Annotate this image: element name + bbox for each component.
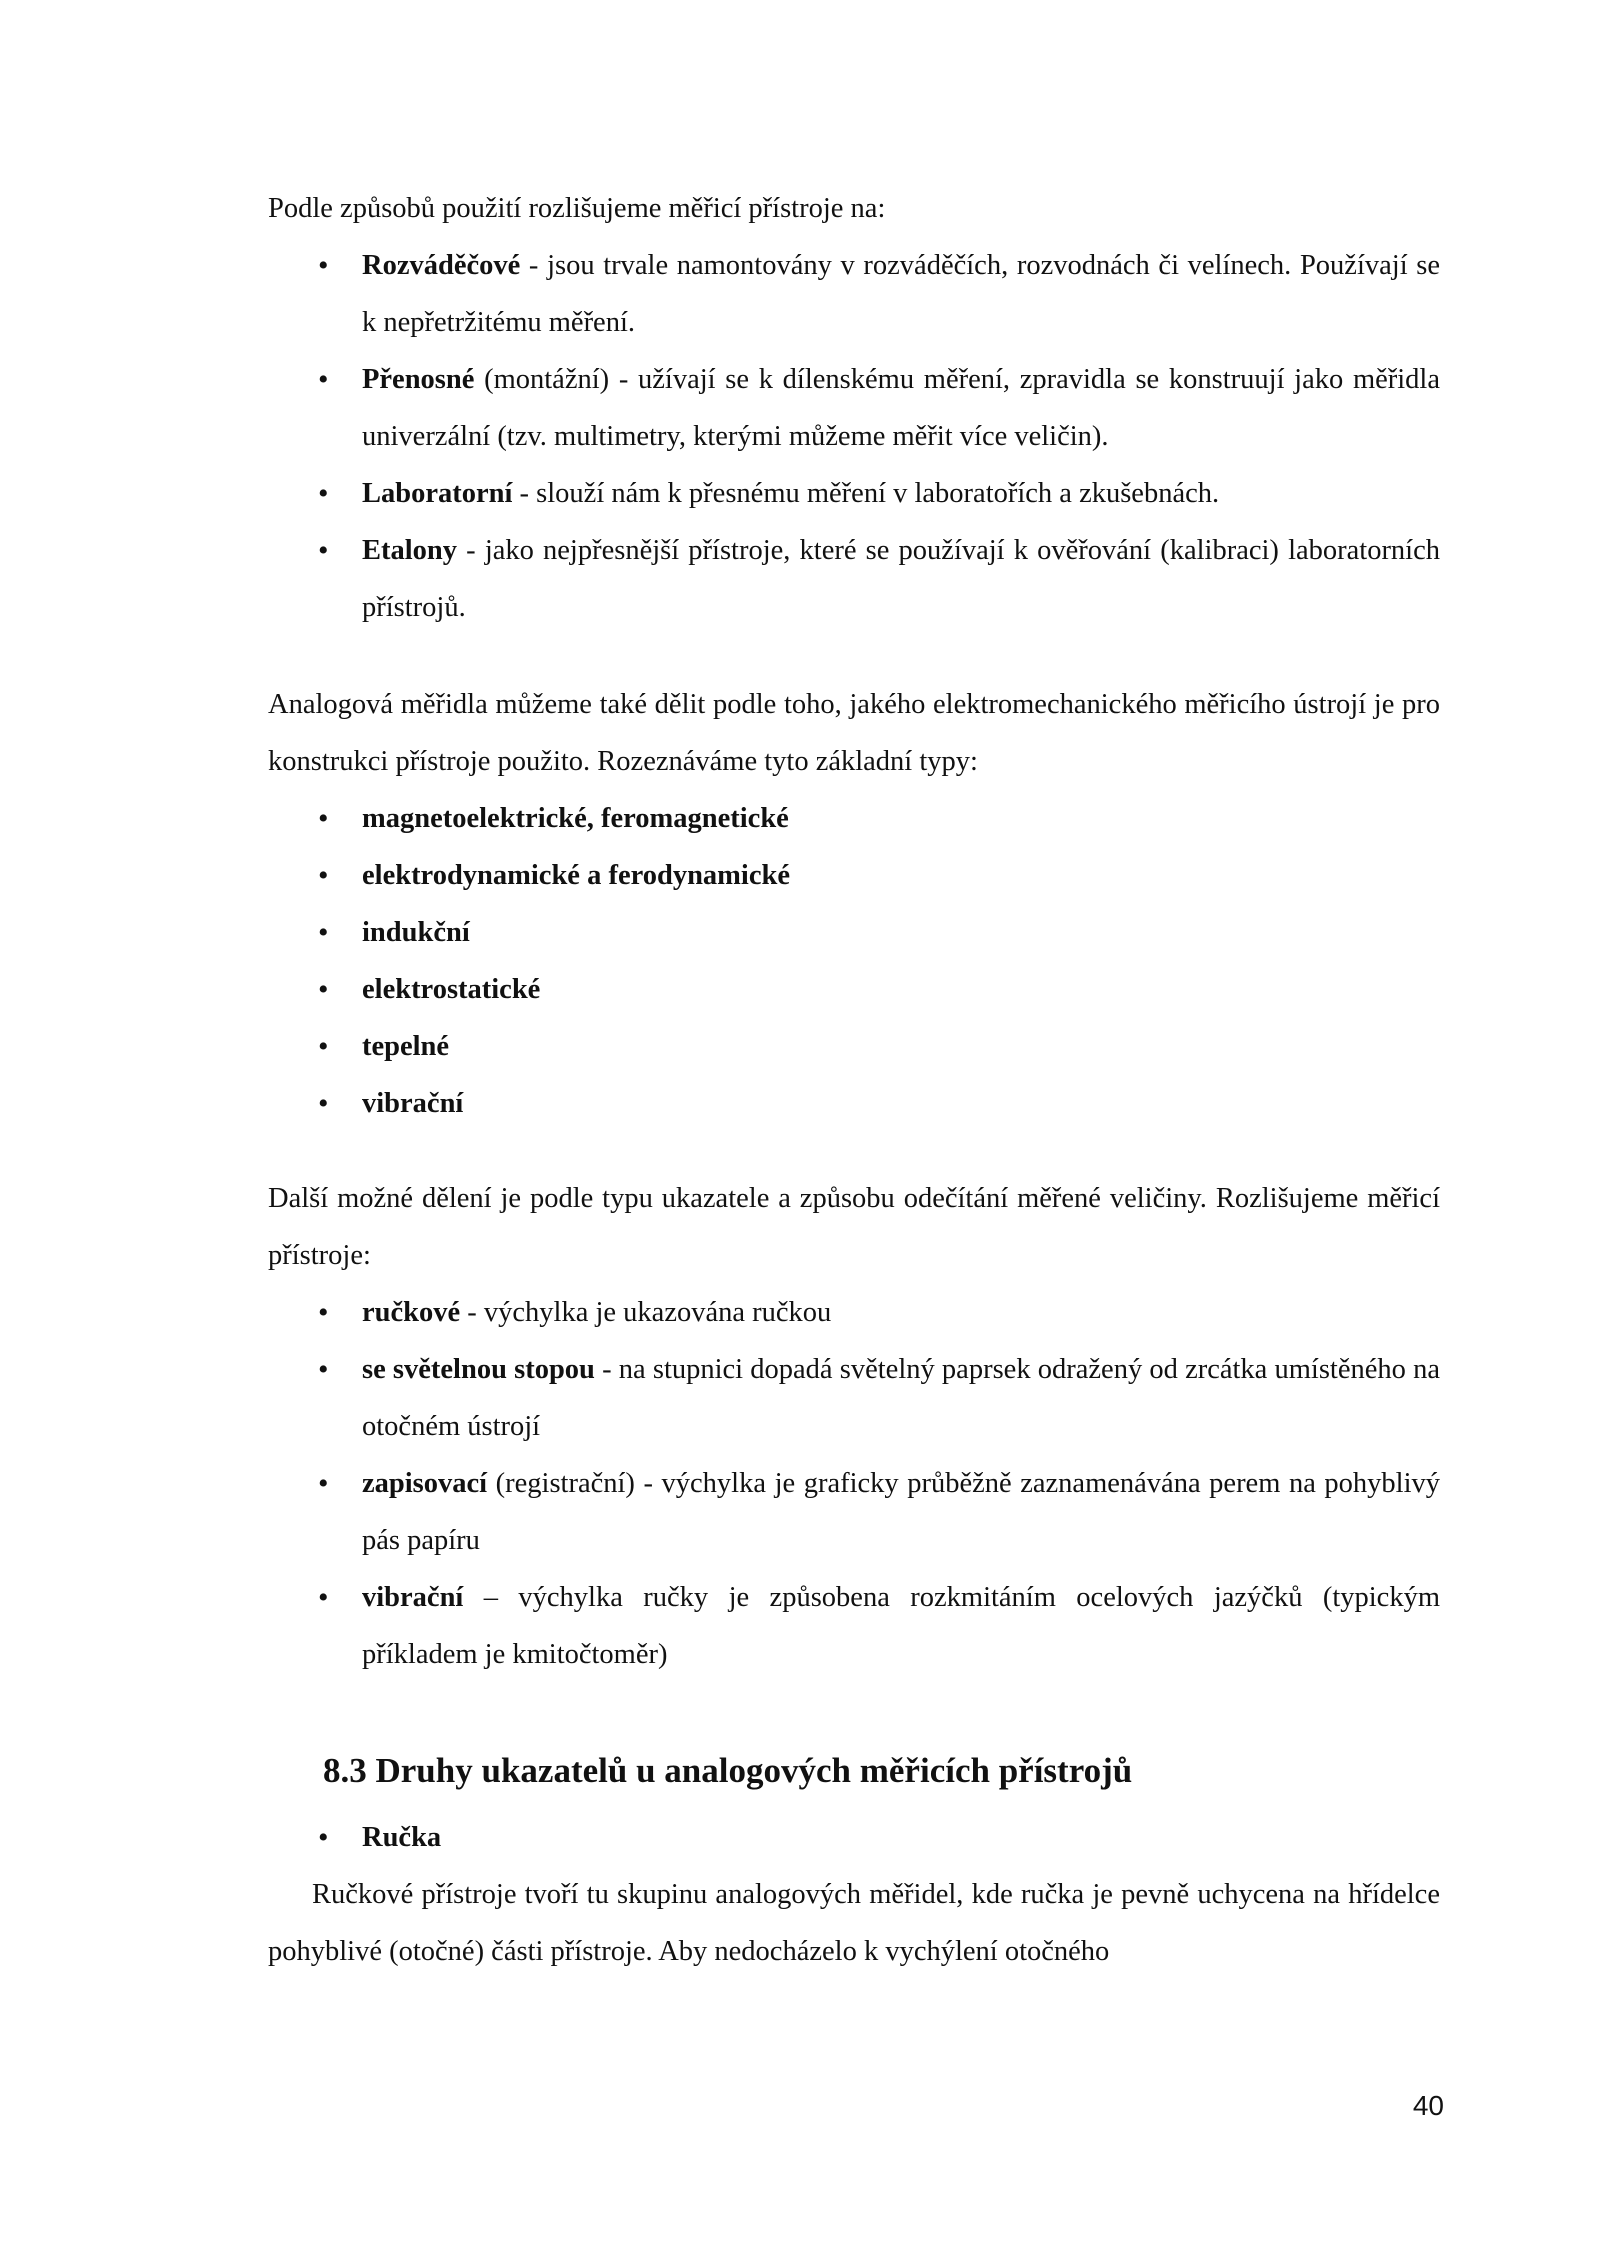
list-item [268,790,1440,847]
indicator-type-list [268,1284,1440,1683]
section2-intro: Analogová měřidla můžeme také dělit podle toho, jakého elektromechanického měřicího ústrojí je pro konstrukci přístroje použito. Rozeznáváme tyto základní typy: [268,689,1440,777]
list-item [268,1569,1440,1683]
page-number: 40 [1412,2090,1444,2121]
list-item-term: Ručka [362,1822,442,1853]
list-item-text: - jako nejpřesnější přístroje, které se používají k ověřování (kalibraci) laboratorních přístrojů. [362,535,1440,623]
list-item-term: Rozváděčové [362,250,521,281]
pointer-type-list [268,1809,1440,1866]
list-item-term: elektrodynamické a ferodynamické [362,860,790,891]
list-item-text: - slouží nám k přesnému měření v laboratořích a zkušebnách. [512,478,1220,509]
list-item-term: Laboratorní [362,478,513,509]
list-item [268,465,1440,522]
subsection-paragraph: Ručkové přístroje tvoří tu skupinu analogových měřidel, kde ručka je pevně uchycena na hřídelce pohyblivé (otočné) části přístroje. Aby nedocházelo k vychýlení otočného [268,1879,1440,1967]
list-item-term: ručkové [362,1297,461,1328]
list-item-text: - jsou trvale namontovány v rozváděčích, rozvodnách či velínech. Používají se k nepřetržitému měření. [362,250,1440,338]
page-content [268,180,1440,1980]
list-item-text: (registrační) - výchylka je graficky průběžně zaznamenávána perem na pohyblivý pás papíru [362,1468,1440,1556]
list-item-term: Přenosné [362,364,475,395]
list-item-text: - výchylka je ukazována ručkou [460,1297,832,1328]
list-item [268,1809,1440,1866]
list-item [268,847,1440,904]
section3-intro: Další možné dělení je podle typu ukazatele a způsobu odečítání měřené veličiny. Rozlišujeme měřicí přístroje: [268,1183,1440,1271]
list-item [268,961,1440,1018]
list-item-term: vibrační [362,1582,464,1613]
list-item-text: – výchylka ručky je způsobena rozkmitáním ocelových jazýčků (typickým příkladem je kmitočtoměr) [362,1582,1440,1670]
list-item-term: tepelné [362,1031,450,1062]
list-item-term: elektrostatické [362,974,541,1005]
list-item-term: Etalony [362,535,458,566]
list-item [268,351,1440,465]
list-item-term: vibrační [362,1088,464,1119]
list-item [268,1018,1440,1075]
section-heading: 8.3 Druhy ukazatelů u analogových měřicích přístrojů [323,1751,1133,1790]
section1-intro: Podle způsobů použití rozlišujeme měřicí přístroje na: [268,193,886,224]
list-item [268,1455,1440,1569]
mechanism-type-list [268,790,1440,1132]
list-item [268,904,1440,961]
list-item-term: se světelnou stopou [362,1354,595,1385]
list-item [268,522,1440,636]
list-item-term: indukční [362,917,470,948]
list-item-text: (montážní) - užívají se k dílenskému měření, zpravidla se konstruují jako měřidla univerzální (tzv. multimetry, kterými můžeme měřit více veličin). [362,364,1440,452]
list-item [268,237,1440,351]
list-item [268,1075,1440,1132]
usage-type-list [268,237,1440,636]
list-item-term: zapisovací [362,1468,488,1499]
list-item-text: - na stupnici dopadá světelný paprsek odražený od zrcátka umístěného na otočném ústrojí [362,1354,1440,1442]
list-item [268,1341,1440,1455]
list-item-term: magnetoelektrické, feromagnetické [362,803,789,834]
list-item [268,1284,1440,1341]
